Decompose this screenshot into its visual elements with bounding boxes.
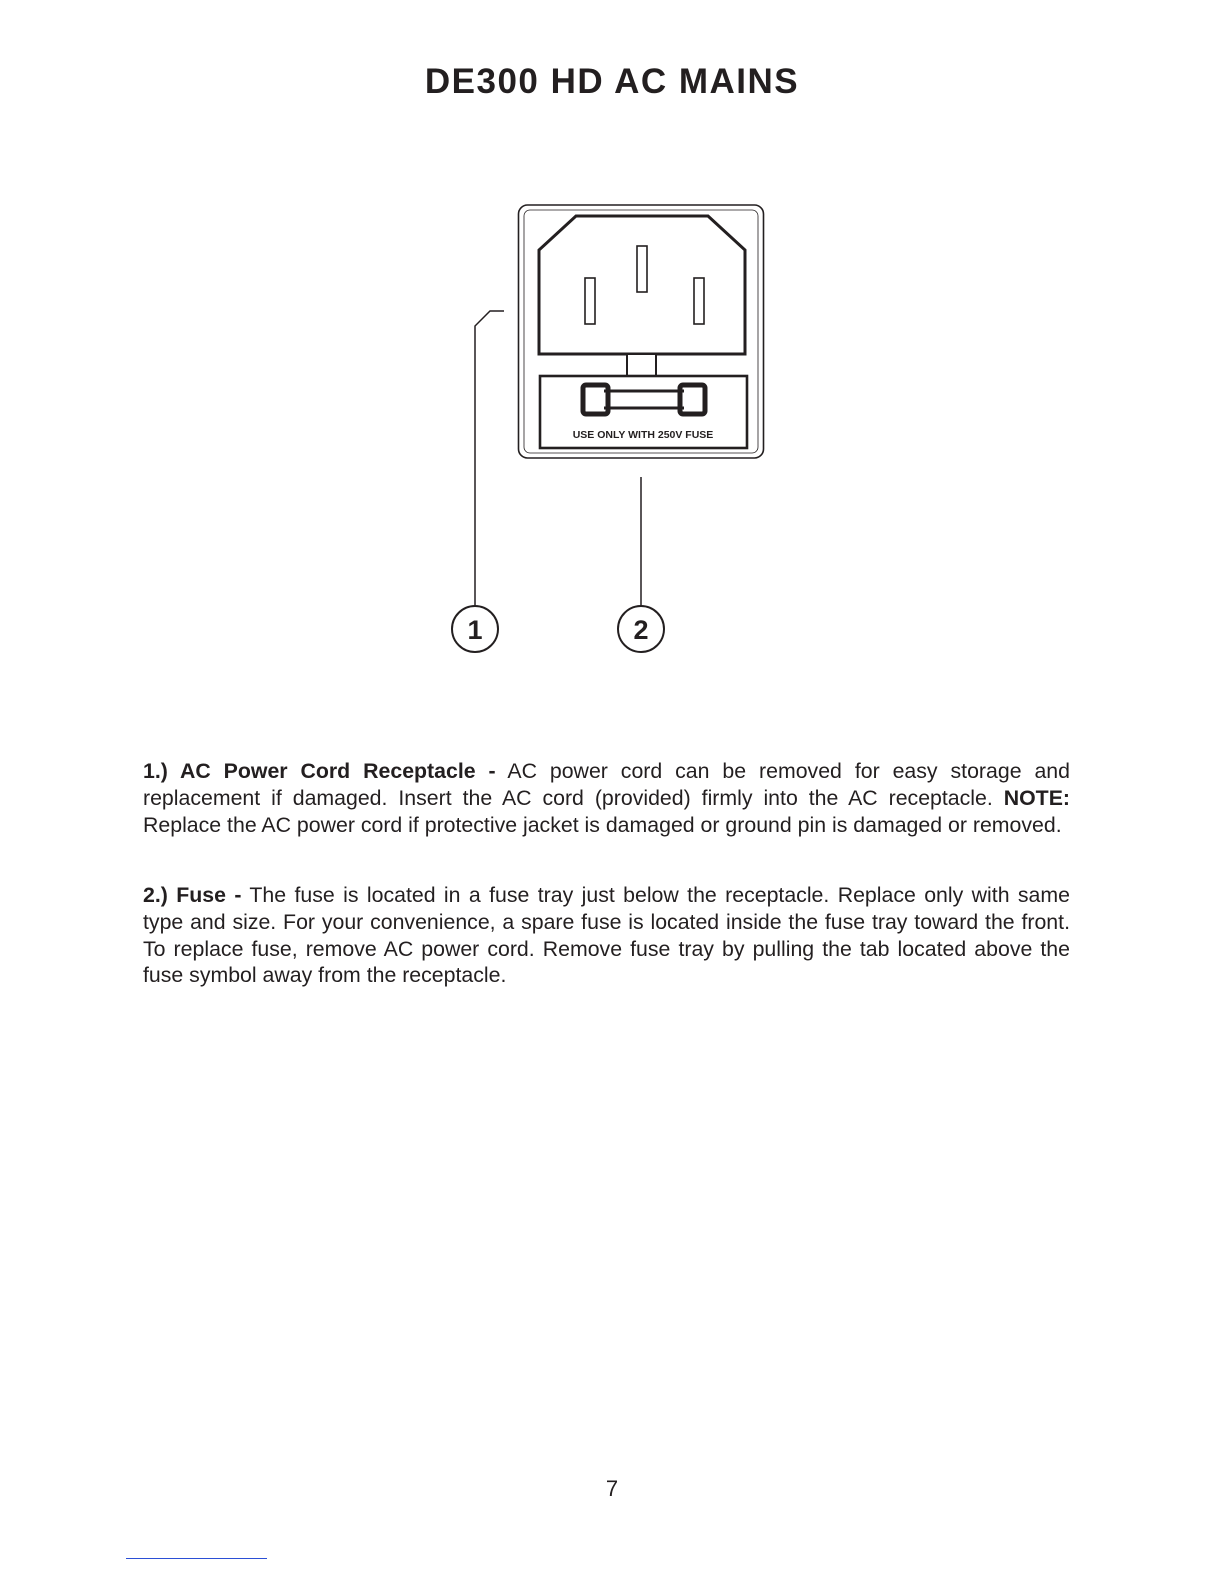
- fuse-description: [143, 882, 1070, 989]
- page-number: 7: [605, 1476, 619, 1501]
- callout-1-number: 1: [467, 615, 483, 645]
- ac-mains-diagram: [0, 0, 1224, 700]
- callout-2-number: 2: [633, 615, 649, 645]
- note-text: Replace the AC power cord if protective jacket is damaged or ground pin is damaged or removed.: [143, 812, 1062, 837]
- page-title: DE300 HD AC MAINS: [424, 62, 800, 101]
- ac-pin-ground: [637, 246, 647, 292]
- ac-power-cord-text: AC power cord can be removed for easy storage and replacement if damaged. Insert the AC cord (provided) firmly into the AC receptacle.: [143, 759, 1070, 810]
- footer-rule: [126, 1558, 267, 1559]
- fuse-warning-label: USE ONLY WITH 250V FUSE: [572, 429, 714, 441]
- receptacle-neck: [627, 354, 656, 376]
- fuse-heading: 2.) Fuse -: [143, 883, 242, 907]
- ac-power-cord-heading: 1.) AC Power Cord Receptacle -: [143, 759, 496, 783]
- ac-power-cord-description: [143, 758, 1070, 838]
- note-label: NOTE:: [1003, 785, 1070, 810]
- callout-1-leader: [475, 311, 504, 606]
- ac-pin-right: [694, 278, 704, 324]
- ac-pin-left: [585, 278, 595, 324]
- fuse-text: The fuse is located in a fuse tray just below the receptacle. Replace only with same type and size. For your convenience, a spare fuse is located inside the fuse tray toward the front. To replace fuse, remove AC power cord. Remove fuse tray by pulling the tab located above the fuse symbol away from the receptacle.: [143, 883, 1070, 988]
